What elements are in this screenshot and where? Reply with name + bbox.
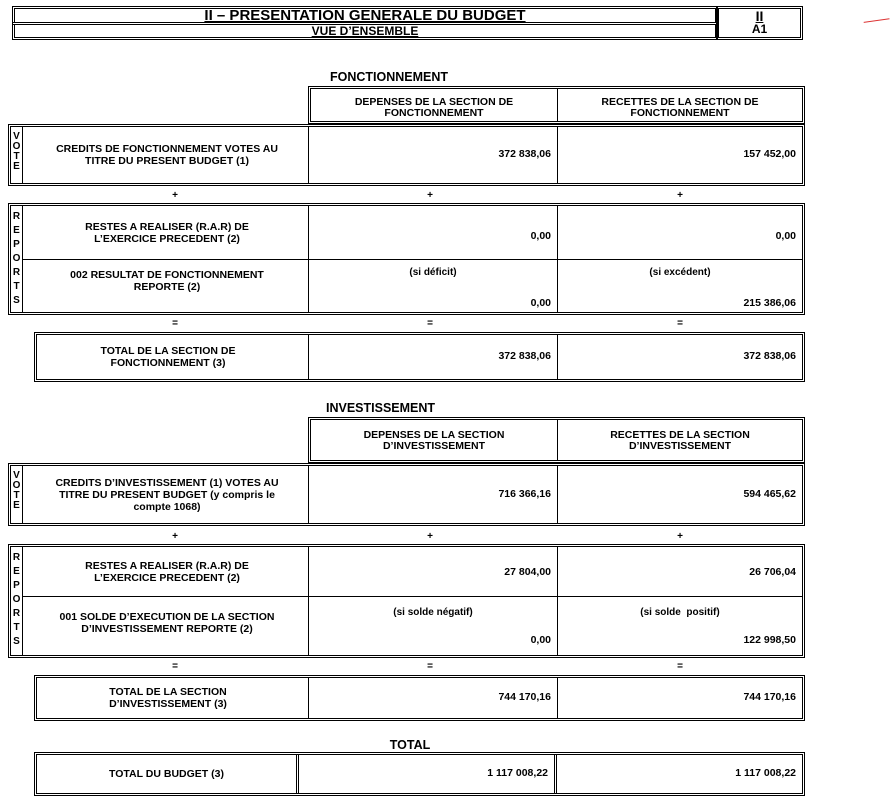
invest-total-label: TOTAL DE LA SECTION D’INVESTISSEMENT (3): [109, 686, 227, 710]
invest-equals-depenses: =: [427, 661, 433, 672]
fonct-rar-label: RESTES A REALISER (R.A.R) DE L’EXERCICE PRECEDENT (2): [85, 220, 249, 245]
invest-vote-label: V O T E: [12, 470, 21, 511]
fonct-total-block: [34, 332, 805, 382]
fonct-equals-recettes: =: [677, 318, 683, 329]
fonct-plus-recettes: +: [677, 190, 683, 201]
fonct-rar-depenses: 0,00: [530, 230, 551, 242]
invest-equals-label: =: [172, 661, 178, 672]
fonct-reports-label: R E P O R T S: [12, 211, 21, 306]
fonct-resultat-dep-note: (si déficit): [409, 267, 457, 278]
fonct-equals-label: =: [172, 318, 178, 329]
annex-code: A1: [751, 22, 768, 36]
invest-plus-depenses: +: [427, 531, 433, 542]
invest-plus-recettes: +: [677, 531, 683, 542]
fonct-total-label: TOTAL DE LA SECTION DE FONCTIONNEMENT (3): [100, 345, 236, 369]
invest-solde-depenses: 0,00: [530, 634, 551, 646]
fonct-resultat-label: 002 RESULTAT DE FONCTIONNEMENT REPORTE (2): [70, 268, 264, 293]
fonct-resultat-rec-note: (si excédent): [649, 267, 711, 278]
page-subtitle: VUE D’ENSEMBLE: [311, 24, 419, 38]
fonct-total-depenses: 372 838,06: [498, 350, 551, 362]
invest-rar-recettes: 26 706,04: [749, 566, 796, 578]
fonct-equals-depenses: =: [427, 318, 433, 329]
fonct-reports-block: [8, 203, 805, 315]
section-title-investissement: INVESTISSEMENT: [326, 401, 436, 415]
invest-credits-depenses: 716 366,16: [498, 488, 551, 500]
invest-total-depenses: 744 170,16: [498, 691, 551, 703]
invest-solde-dep-note: (si solde négatif): [393, 607, 473, 618]
header-subtitle-box: [12, 22, 718, 40]
total-budget-block: [34, 752, 805, 796]
invest-col-recettes: RECETTES DE LA SECTION D’INVESTISSEMENT: [610, 429, 750, 452]
invest-solde-recettes: 122 998,50: [743, 634, 796, 646]
total-budget-recettes: 1 117 008,22: [735, 767, 796, 779]
invest-reports-label: R E P O R T S: [12, 552, 21, 647]
fonct-credits-recettes: 157 452,00: [743, 148, 796, 160]
section-title-total: TOTAL: [389, 738, 431, 752]
red-pen-mark: [864, 18, 891, 29]
fonct-vote-label: V O T E: [12, 131, 21, 172]
fonct-plus-depenses: +: [427, 190, 433, 201]
fonct-col-depenses: DEPENSES DE LA SECTION DE FONCTIONNEMENT: [354, 96, 514, 119]
invest-equals-recettes: =: [677, 661, 683, 672]
invest-total-block: [34, 675, 805, 721]
invest-credits-recettes: 594 465,62: [743, 488, 796, 500]
fonct-rar-recettes: 0,00: [775, 230, 796, 242]
fonct-credits-depenses: 372 838,06: [498, 148, 551, 160]
invest-col-depenses: DEPENSES DE LA SECTION D’INVESTISSEMENT: [363, 429, 505, 452]
invest-solde-label: 001 SOLDE D’EXECUTION DE LA SECTION D’INVESTISSEMENT REPORTE (2): [59, 611, 275, 636]
fonct-credits-label: CREDITS DE FONCTIONNEMENT VOTES AU TITRE DU PRESENT BUDGET (1): [56, 143, 278, 167]
page-title: II – PRESENTATION GENERALE DU BUDGET: [204, 7, 526, 24]
total-budget-label: TOTAL DU BUDGET (3): [109, 768, 224, 780]
section-code: II: [755, 8, 764, 24]
header-code-box: [716, 6, 803, 40]
invest-rar-depenses: 27 804,00: [504, 566, 551, 578]
invest-credits-label: CREDITS D’INVESTISSEMENT (1) VOTES AU TITRE DU PRESENT BUDGET (y compris le compte 1068): [55, 476, 279, 513]
invest-header-row: [308, 417, 805, 463]
fonct-resultat-depenses: 0,00: [530, 297, 551, 309]
invest-rar-label: RESTES A REALISER (R.A.R) DE L’EXERCICE PRECEDENT (2): [85, 559, 249, 584]
section-title-fonctionnement: FONCTIONNEMENT: [330, 70, 449, 84]
invest-total-recettes: 744 170,16: [743, 691, 796, 703]
total-budget-depenses: 1 117 008,22: [487, 767, 548, 779]
fonct-plus-label: +: [172, 190, 178, 201]
invest-plus-label: +: [172, 531, 178, 542]
invest-solde-rec-note: (si solde positif): [640, 607, 720, 618]
fonct-vote-block: [8, 124, 805, 186]
fonct-col-recettes: RECETTES DE LA SECTION DE FONCTIONNEMENT: [601, 96, 759, 119]
fonct-resultat-recettes: 215 386,06: [743, 297, 796, 309]
fonct-total-recettes: 372 838,06: [743, 350, 796, 362]
invest-reports-block: [8, 544, 805, 658]
invest-vote-block: [8, 463, 805, 526]
fonct-header-row: [308, 86, 805, 124]
